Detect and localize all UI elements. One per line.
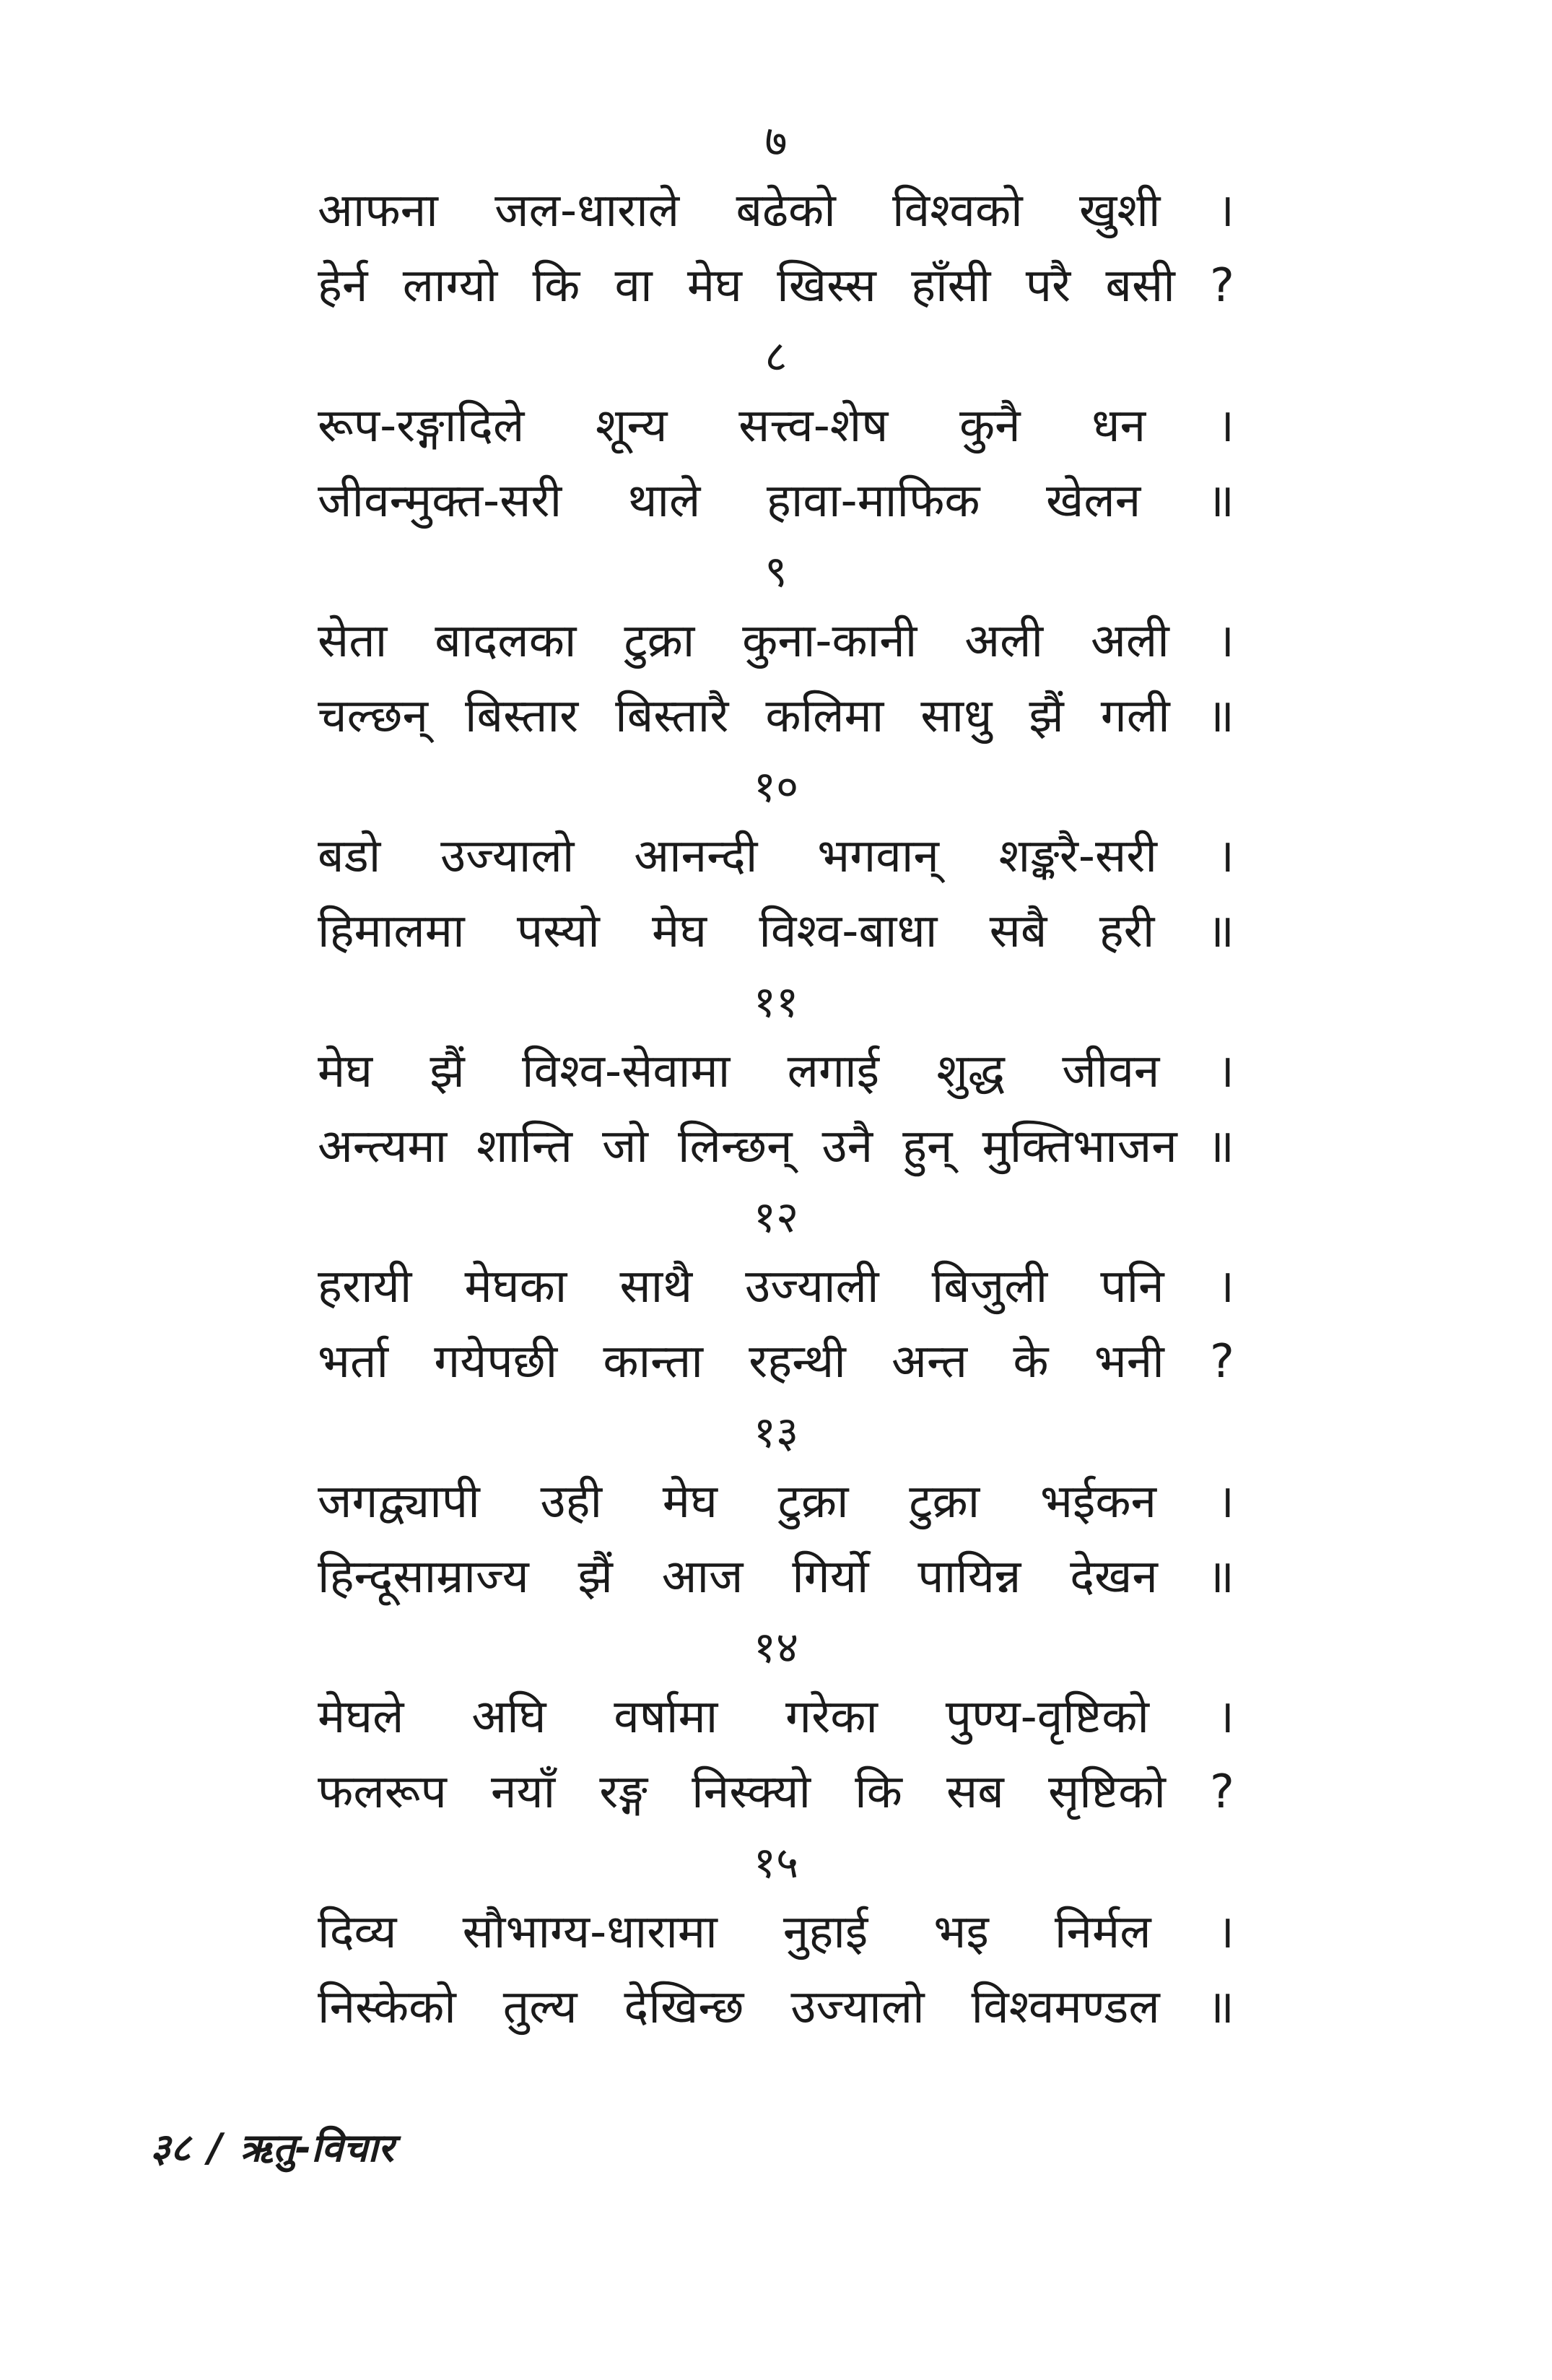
verse-line: दिव्य सौभाग्य-धारामा नुहाई भइ निर्मल । xyxy=(318,1906,1234,1959)
stanza xyxy=(318,758,1234,969)
page-number: ३८ xyxy=(150,2125,191,2171)
stanza-number: १३ xyxy=(753,1407,799,1458)
stanza-number: ९ xyxy=(764,547,788,597)
stanza xyxy=(318,1189,1234,1399)
stanza xyxy=(318,328,1234,539)
stanza-number: १२ xyxy=(753,1192,799,1243)
page-footer xyxy=(150,2119,394,2173)
verse-line: बडो उज्यालो आनन्दी भगवान् शङ्करै-सरी । xyxy=(318,830,1234,883)
stanza xyxy=(318,1404,1234,1615)
verse-line: आफना जल-धाराले बढेको विश्वको खुशी । xyxy=(318,184,1234,238)
verse-line: अन्त्यमा शान्ति जो लिन्छन् उनै हुन् मुक्तिभाजन ॥ xyxy=(318,1120,1234,1173)
verse-line: रूप-रङ्गादिले शून्य सत्त्व-शेष कुनै धन । xyxy=(318,399,1234,453)
verse-line: सेता बादलका टुक्रा कुना-कानी अली अली । xyxy=(318,614,1234,668)
poem xyxy=(318,108,1234,2045)
verse-line: भर्ता गयेपछी कान्ता रहन्थी अन्त के भनी ? xyxy=(318,1335,1234,1389)
verse-line: चल्छन् बिस्तार बिस्तारै कलिमा साधु झैं गली ॥ xyxy=(318,690,1234,743)
stanza-number: १५ xyxy=(753,1838,799,1888)
verse-line: फलरूप नयाँ रङ्ग निस्क्यो कि सब सृष्टिको ? xyxy=(318,1766,1234,1819)
verse-line: निस्केको तुल्य देखिन्छ उज्यालो विश्वमण्डल ॥ xyxy=(318,1981,1234,2034)
verse-line: हरायी मेघका साथै उज्याली बिजुली पनि । xyxy=(318,1260,1234,1313)
stanza xyxy=(318,1619,1234,1830)
stanza xyxy=(318,1834,1234,2045)
verse-line: जीवन्मुक्त-सरी थाले हावा-माफिक खेलन ॥ xyxy=(318,474,1234,528)
verse-line: मेघले अघि वर्षामा गरेका पुण्य-वृष्टिको । xyxy=(318,1690,1234,1744)
verse-line: मेघ झैं विश्व-सेवामा लगाई शुद्ध जीवन । xyxy=(318,1045,1234,1098)
verse-line: हिमालमा पस्यो मेघ विश्व-बाधा सबै हरी ॥ xyxy=(318,905,1234,958)
verse-line: जगद्व्यापी उही मेघ टुक्रा टुक्रा भईकन । xyxy=(318,1475,1234,1529)
stanza-number: ११ xyxy=(753,977,799,1028)
stanza xyxy=(318,113,1234,323)
stanza xyxy=(318,973,1234,1184)
stanza xyxy=(318,543,1234,754)
stanza-number: ७ xyxy=(764,116,788,167)
stanza-number: १० xyxy=(753,762,799,812)
footer-separator: / xyxy=(208,2125,222,2171)
verse-line: हेर्न लाग्यो कि वा मेघ खिस्स हाँसी परै बसी ? xyxy=(318,259,1234,313)
stanza-number: ८ xyxy=(764,331,788,382)
book-title: ऋतु-विचार xyxy=(239,2125,394,2171)
stanza-number: १४ xyxy=(753,1623,799,1673)
verse-line: हिन्दूसाम्राज्य झैं आज गिर्यो पायिन्न देखन ॥ xyxy=(318,1550,1234,1604)
